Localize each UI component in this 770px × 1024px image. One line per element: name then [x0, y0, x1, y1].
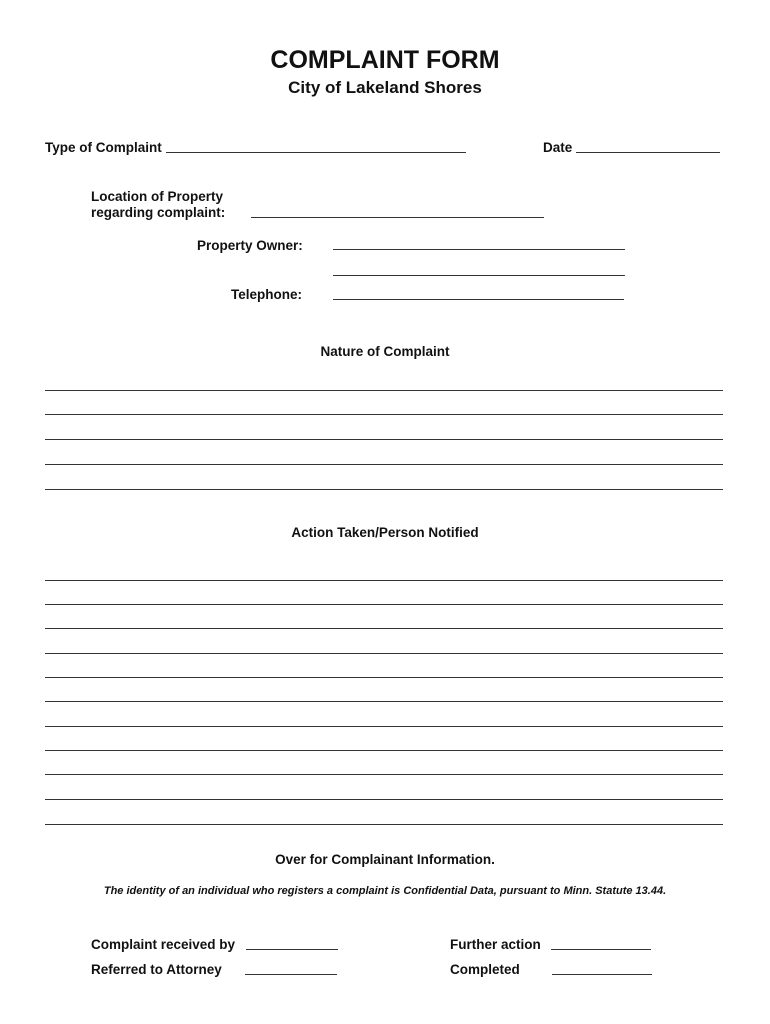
action-line[interactable]	[45, 653, 723, 654]
referred-label: Referred to Attorney	[91, 962, 222, 977]
property-owner-field-1[interactable]	[333, 249, 625, 250]
action-line[interactable]	[45, 799, 723, 800]
telephone-field[interactable]	[333, 299, 624, 300]
property-owner-label: Property Owner:	[197, 238, 303, 253]
confidential-note: The identity of an individual who registers a complaint is Confidential Data, pursuant to Minn. Statute 13.44.	[103, 885, 667, 897]
received-by-label: Complaint received by	[91, 937, 236, 952]
type-of-complaint-field[interactable]	[166, 152, 466, 153]
completed-field[interactable]	[552, 974, 652, 975]
action-line[interactable]	[45, 824, 723, 825]
location-field[interactable]	[251, 217, 544, 218]
over-note: Over for Complainant Information.	[275, 852, 495, 867]
action-line[interactable]	[45, 701, 723, 702]
action-line[interactable]	[45, 774, 723, 775]
further-action-label: Further action	[450, 937, 541, 952]
completed-label: Completed	[450, 962, 520, 977]
telephone-label: Telephone:	[231, 287, 303, 302]
received-by-field[interactable]	[246, 949, 338, 950]
action-line[interactable]	[45, 580, 723, 581]
nature-line[interactable]	[45, 414, 723, 415]
property-owner-field-2[interactable]	[333, 275, 625, 276]
date-label: Date	[543, 140, 573, 155]
referred-field[interactable]	[245, 974, 337, 975]
nature-heading: Nature of Complaint	[320, 344, 450, 359]
action-line[interactable]	[45, 604, 723, 605]
nature-line[interactable]	[45, 439, 723, 440]
form-title: COMPLAINT FORM	[270, 46, 500, 74]
location-label-line2: regarding complaint:	[91, 205, 226, 220]
action-line[interactable]	[45, 628, 723, 629]
nature-line[interactable]	[45, 390, 723, 391]
further-action-field[interactable]	[551, 949, 651, 950]
action-heading: Action Taken/Person Notified	[291, 525, 479, 540]
type-of-complaint-label: Type of Complaint	[45, 140, 162, 155]
location-label-line1: Location of Property	[91, 189, 224, 204]
date-field[interactable]	[576, 152, 720, 153]
nature-line[interactable]	[45, 464, 723, 465]
form-subtitle: City of Lakeland Shores	[288, 78, 482, 97]
action-line[interactable]	[45, 726, 723, 727]
nature-line[interactable]	[45, 489, 723, 490]
action-line[interactable]	[45, 750, 723, 751]
action-line[interactable]	[45, 677, 723, 678]
